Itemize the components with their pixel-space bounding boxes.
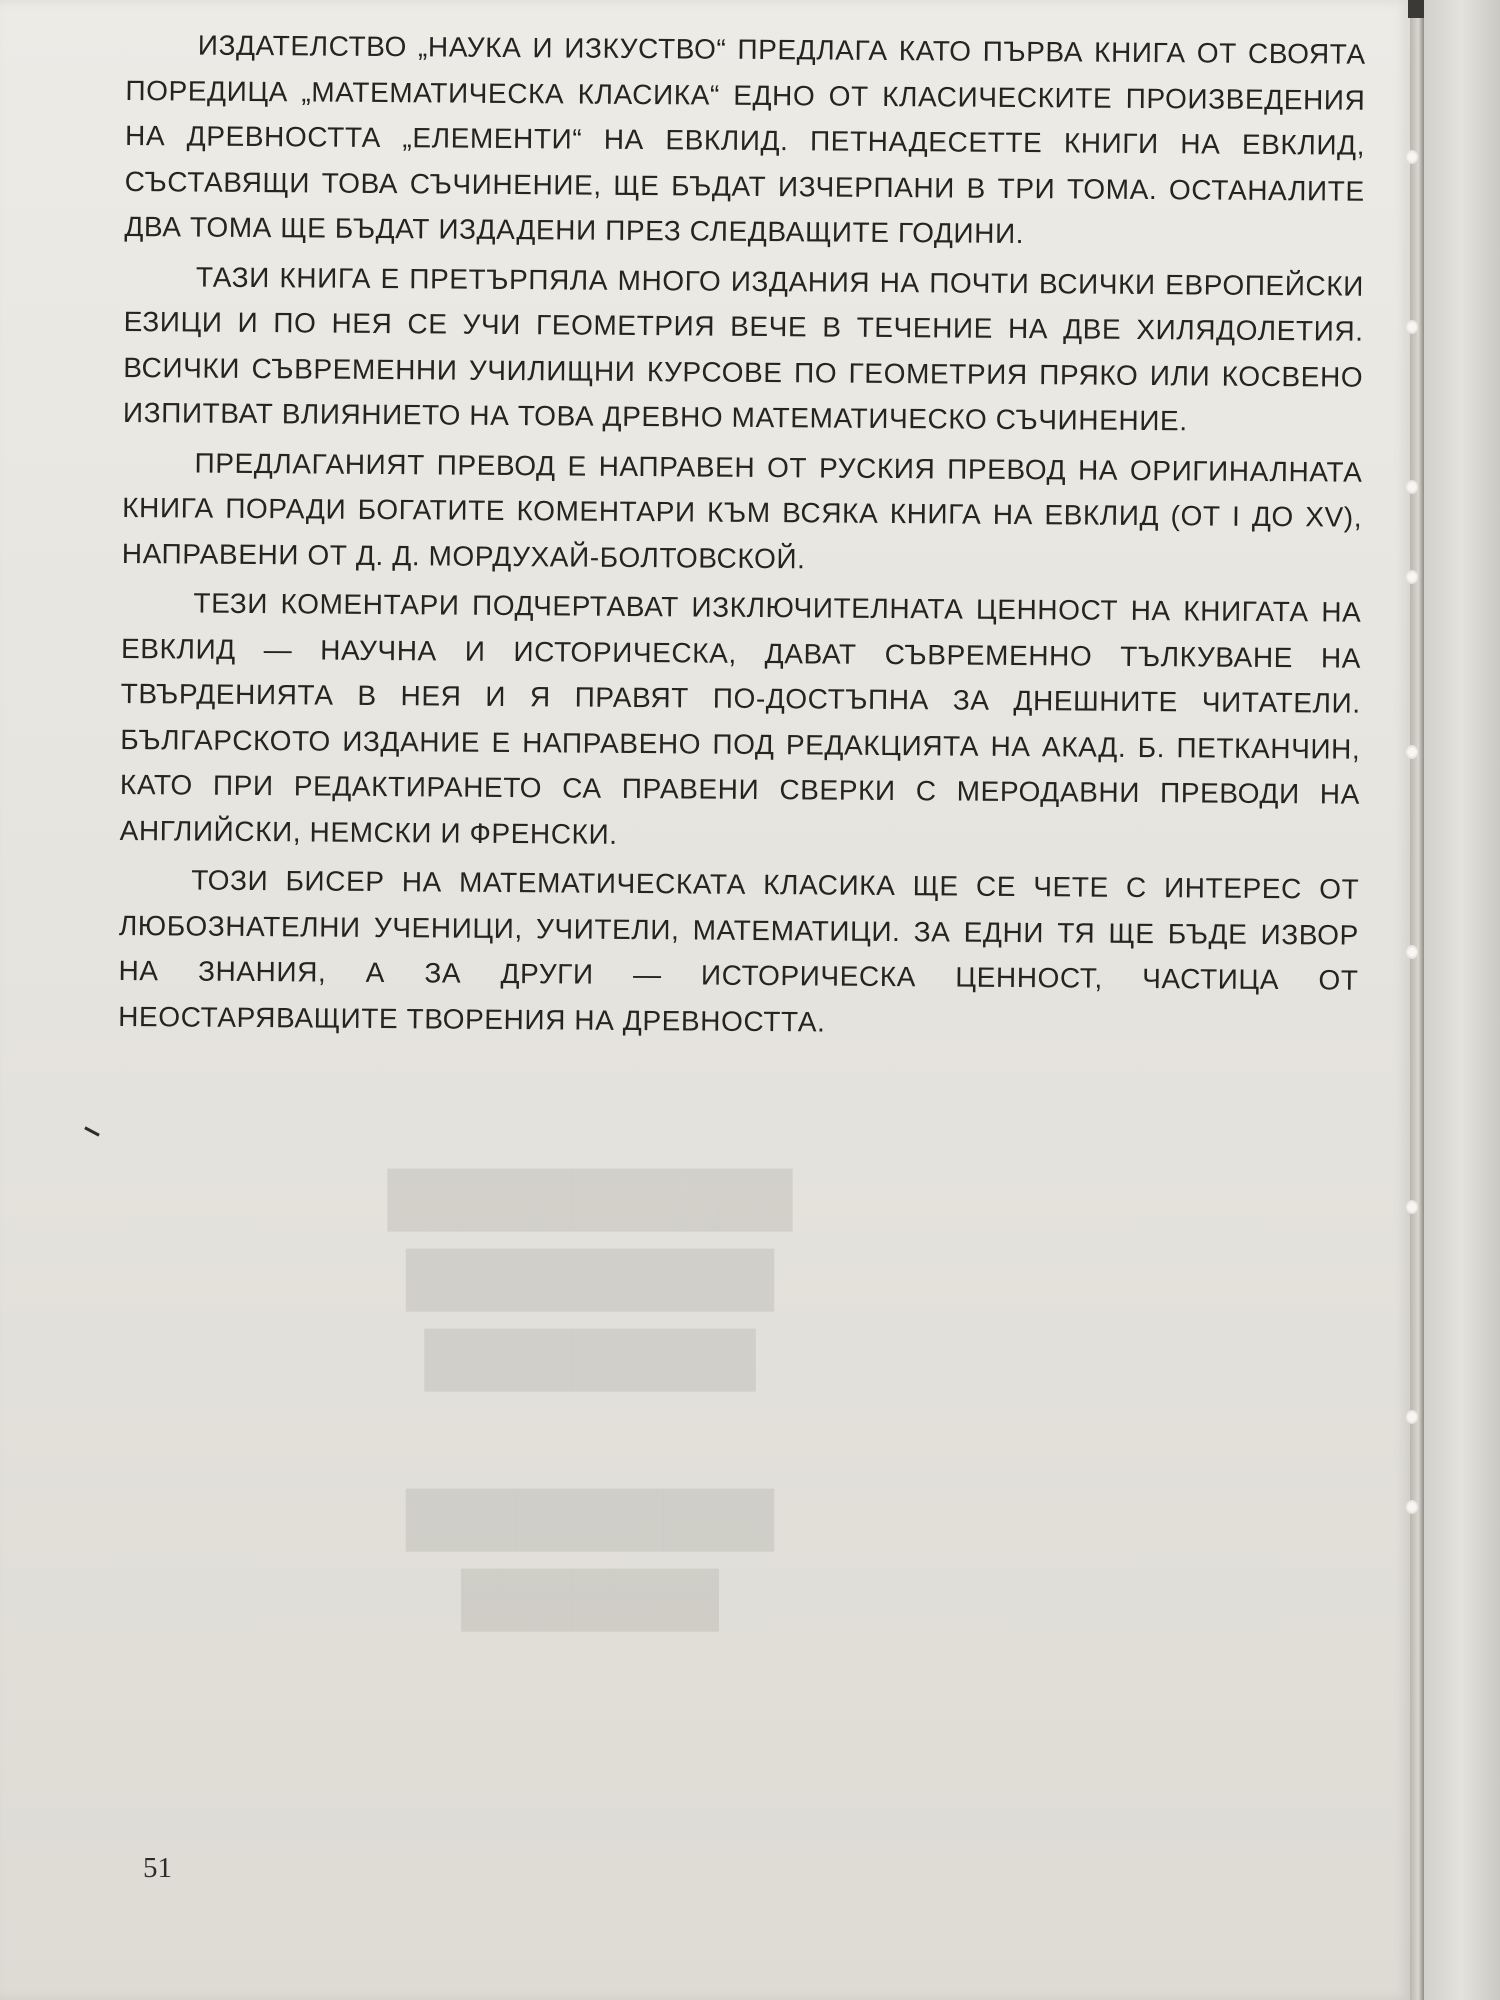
binding-stitch [1406, 1500, 1418, 1514]
paragraph-3: ПРЕДЛАГАНИЯТ ПРЕВОД Е НАПРАВЕН ОТ РУСКИЯ ПРЕВОД НА ОРИГИНАЛНАТА КНИГА ПОРАДИ БОГАТИТЕ КОМЕНТАРИ КЪМ ВСЯКА КНИГА НА ЕВКЛИД (ОТ I ДО XV), НАПРАВЕНИ ОТ Д. Д. МОРДУХАЙ-БОЛТОВСКОЙ. [121, 447, 1363, 574]
paragraph-5: ТОЗИ БИСЕР НА МАТЕМАТИЧЕСКАТА КЛАСИКА ЩЕ СЕ ЧЕТЕ С ИНТЕРЕС ОТ ЛЮБОЗНАТЕЛНИ УЧЕНИЦИ, УЧИТЕЛИ, МАТЕМАТИЦИ. ЗА ЕДНИ ТЯ ЩЕ БЪДЕ ИЗВОР НА ЗНАНИЯ, А ЗА ДРУГИ — ИСТОРИЧЕСКА ЦЕННОСТ, ЧАСТИЦА ОТ НЕОСТАРЯВАЩИТЕ ТВОРЕНИЯ НА ДРЕВНОСТТА. [118, 864, 1360, 1038]
page-number: 51 [143, 1852, 172, 1884]
show-through-shadow: ███████████ ██████████ █████████ ██████████ ███████ [387, 1171, 793, 1628]
binding-stitch [1406, 945, 1418, 959]
binding-stitch [1406, 1200, 1418, 1214]
page-fold [1410, 0, 1424, 2000]
paragraph-4: ТЕЗИ КОМЕНТАРИ ПОДЧЕРТАВАТ ИЗКЛЮЧИТЕЛНАТА ЦЕННОСТ НА КНИГАТА НА ЕВКЛИД — НАУЧНА И ИСТОРИЧЕСКА, ДАВАТ СЪВРЕМЕННО ТЪЛКУВАНЕ НА ТВЪРДЕНИЯТА В НЕЯ И Я ПРАВЯТ ПО-ДОСТЪПНА ЗА ДНЕШНИТЕ ЧИТАТЕЛИ. БЪЛГАРСКОТО ИЗДАНИЕ Е НАПРАВЕНО ПОД РЕДАКЦИЯТА НА АКАД. Б. ПЕТКАНЧИН, КАТО ПРИ РЕДАКТИРАНЕТО СА ПРАВЕНИ СВЕРКИ С МЕРОДАВНИ ПРЕВОДИ НА АНГЛИЙСКИ, НЕМСКИ И ФРЕНСКИ. [119, 587, 1362, 850]
binding-stitch [1406, 570, 1418, 584]
ink-speck [84, 1126, 100, 1136]
binding-stitch [1406, 1410, 1418, 1424]
binding-stitch [1406, 745, 1418, 759]
binding-stitch [1406, 150, 1418, 164]
body-text [118, 22, 1366, 1053]
binding-stitch [1406, 320, 1418, 334]
adjacent-page-edge [1424, 0, 1500, 2000]
paragraph-1: ИЗДАТЕЛСТВО „НАУКА И ИЗКУСТВО“ ПРЕДЛАГА КАТО ПЪРВА КНИГА ОТ СВОЯТА ПОРЕДИЦА „МАТЕМАТИЧЕСКА КЛАСИКА“ ЕДНО ОТ КЛАСИЧЕСКИТЕ ПРОИЗВЕДЕНИЯ НА ДРЕВНОСТТА „ЕЛЕМЕНТИ“ НА ЕВКЛИД. ПЕТНАДЕСЕТТЕ КНИГИ НА ЕВКЛИД, СЪСТАВЯЩИ ТОВА СЪЧИНЕНИЕ, ЩЕ БЪДАТ ИЗЧЕРПАНИ В ТРИ ТОМА. ОСТАНАЛИТЕ ДВА ТОМА ЩЕ БЪДАТ ИЗДАДЕНИ ПРЕЗ СЛЕДВАЩИТЕ ГОДИНИ. [124, 29, 1366, 250]
binding-stitch [1406, 480, 1418, 494]
paragraph-2: ТАЗИ КНИГА Е ПРЕТЪРПЯЛА МНОГО ИЗДАНИЯ НА ПОЧТИ ВСИЧКИ ЕВРОПЕЙСКИ ЕЗИЦИ И ПО НЕЯ СЕ УЧИ ГЕОМЕТРИЯ ВЕЧЕ В ТЕЧЕНИЕ НА ДВЕ ХИЛЯДОЛЕТИЯ. ВСИЧКИ СЪВРЕМЕННИ УЧИЛИЩНИ КУРСОВЕ ПО ГЕОМЕТРИЯ ПРЯКО ИЛИ КОСВЕНО ИЗПИТВАТ ВЛИЯНИЕТО НА ТОВА ДРЕВНО МАТЕМАТИЧЕСКО СЪЧИНЕНИЕ. [122, 261, 1365, 437]
